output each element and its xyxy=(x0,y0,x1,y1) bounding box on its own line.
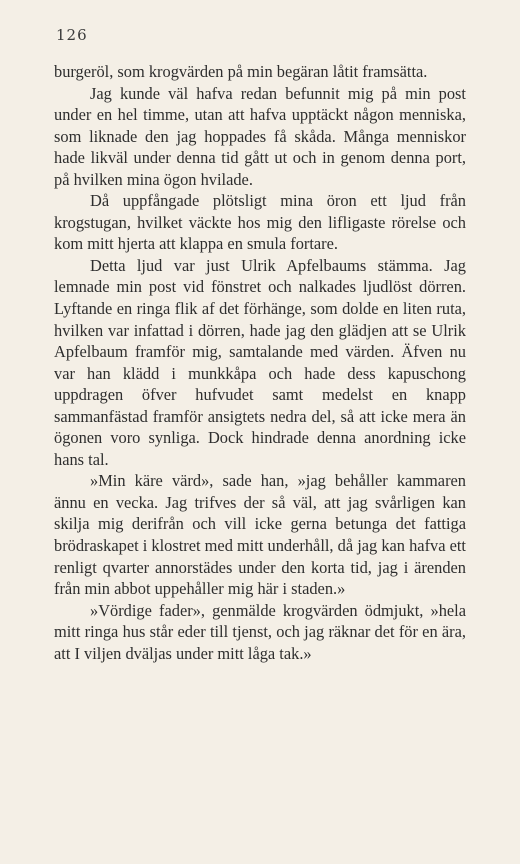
paragraph: »Min käre värd», sade han, »jag behåller kammaren ännu en vecka. Jag trifves der så väl, att jag svårligen kan skilja mig derifrån och vill icke gerna betunga det fattiga brödraskapet i klostret med mitt underhåll, då jag kan hafva ett renligt qvarter annorstädes under den korta tid, jag i ärenden från min abbot uppehåller mig här i staden.» xyxy=(54,471,466,599)
paragraph-continued: burgeröl, som krogvärden på min begäran låtit framsätta. xyxy=(54,62,428,81)
paragraph: Detta ljud var just Ulrik Apfelbaums stämma. Jag lemnade min post vid fönstret och nalkades ljudlöst dörren. Lyftande en ringa flik af det förhänge, som dolde en liten ruta, hvilken var infattad i dörren, hade jag den glädjen att se Ulrik Apfelbaum framför mig, samtalande med värden. Äfven nu var han klädd i munkkåpa och hade dess kapuschong uppdragen öfver hufvudet samt medelst en knapp sammanfästad framför ansigtets nedra del, så att icke mera än ögonen voro synliga. Dock hindrade denna anordning icke hans tal. xyxy=(54,255,466,469)
page-number: 126 xyxy=(56,26,88,44)
paragraph: Jag kunde väl hafva redan befunnit mig på min post under en hel timme, utan att hafva upptäckt någon menniska, som liknade den jag hoppades få skåda. Många menniskor hade likväl under denna tid gått ut och in genom denna port, på hvilken mina ögon hvilade. xyxy=(54,83,466,189)
body-text xyxy=(54,61,466,664)
paragraph: »Vördige fader», genmälde krogvärden ödmjukt, »hela mitt ringa hus står eder till tjenst, och jag räknar det för en ära, att I viljen dväljas under mitt låga tak.» xyxy=(54,600,466,663)
paragraph: Då uppfångade plötsligt mina öron ett ljud från krogstugan, hvilket väckte hos mig den lifligaste rörelse och kom mitt hjerta att klappa en smula fortare. xyxy=(54,191,466,254)
